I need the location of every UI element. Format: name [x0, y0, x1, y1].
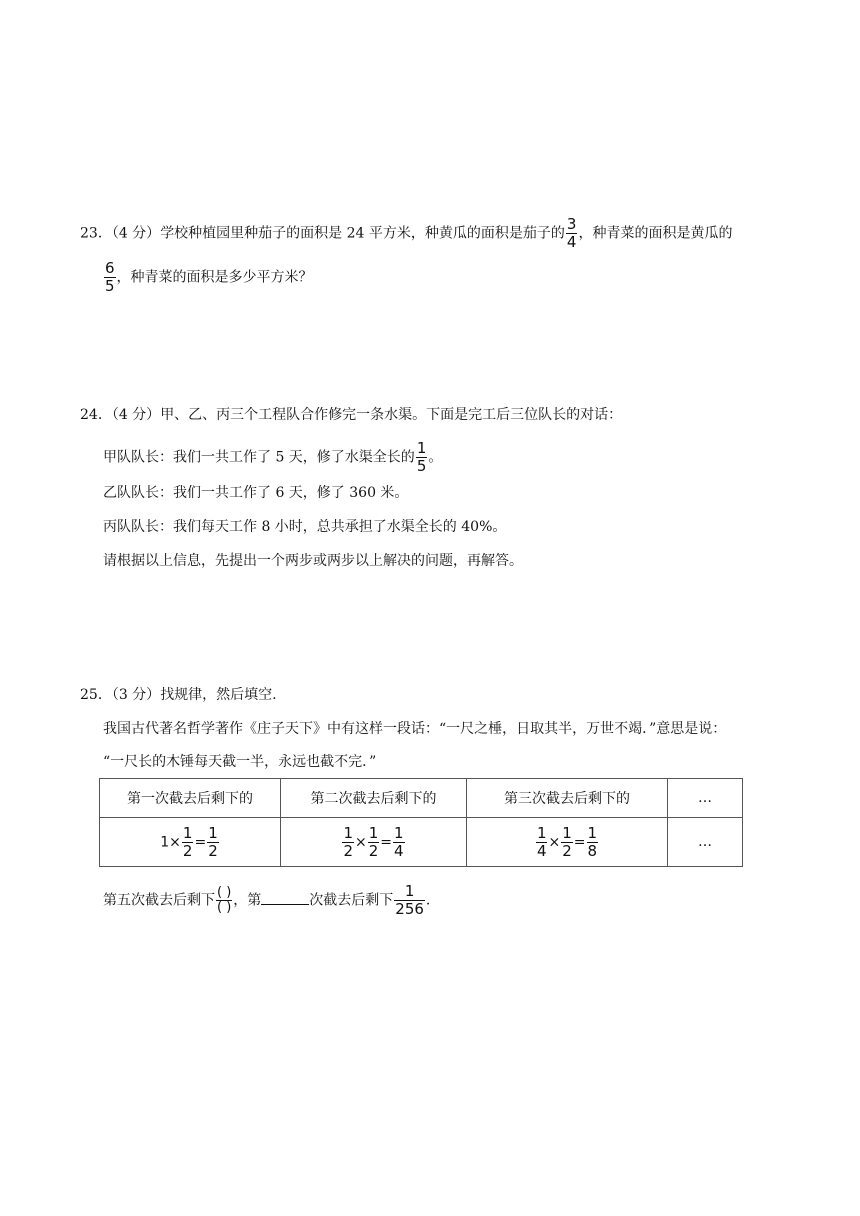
fraction: $\frac{1}{4}$ — [536, 823, 547, 860]
header-first-cut: 第一次截去后剩下的 — [100, 779, 281, 818]
q25-line-1 — [80, 685, 277, 705]
table-header-row — [100, 779, 743, 818]
q23-fraction-six-fifths: $\frac{6}{5}$ — [105, 259, 115, 295]
q25-fill-end: . — [425, 892, 431, 909]
q25-number: 25． — [80, 687, 112, 703]
q24-number: 24． — [80, 407, 112, 423]
q25-score: （3 分） — [111, 687, 161, 703]
header-ellipsis: … — [668, 779, 743, 818]
fraction: $\frac{1}{8}$ — [587, 823, 598, 860]
pattern-table — [99, 778, 743, 867]
q23-line-1 — [80, 216, 732, 251]
header-second-cut: 第二次截去后剩下的 — [281, 779, 467, 818]
fraction: $\frac{1}{2}$ — [343, 823, 353, 860]
answer-blank-fraction[interactable]: $\frac{( )}{( )}$ — [217, 885, 232, 915]
q24-team-a-text: 甲队队长：我们一共工作了 5 天，修了水渠全长的 — [103, 449, 415, 466]
q25-text-a: 我国古代著名哲学著作《庄子天下》中有这样一段话：“一尺之棰，日取其半，万世不竭．”意思是说： — [103, 721, 727, 737]
q23-fraction-three-quarters: $\frac{3}{4}$ — [566, 215, 577, 251]
q25-text-b: “一尺长的木锤每天截一半，永远也截不完．” — [103, 754, 377, 770]
cell-ellipsis: … — [668, 818, 743, 867]
q25-fill-line — [103, 883, 430, 918]
cell-first-cut: 1× $\frac{1}{2}$ = $\frac{1}{2}$ — [100, 818, 281, 867]
cell-third-cut: $\frac{1}{4}$ × $\frac{1}{2}$ = $\frac{1}{8}$ — [467, 818, 668, 867]
fraction: $\frac{1}{2}$ — [562, 823, 572, 860]
fraction: $\frac{1}{2}$ — [368, 823, 379, 860]
header-third-cut: 第三次截去后剩下的 — [467, 779, 668, 818]
cell-second-cut: $\frac{1}{2}$ × $\frac{1}{2}$ = $\frac{1}{4}$ — [281, 818, 467, 867]
q25-fill-text-a: 第五次截去后剩下 — [103, 892, 215, 909]
q24-intro: 甲、乙、丙三个工程队合作修完一条水渠。下面是完工后三位队长的对话： — [160, 407, 623, 423]
q25-title: 找规律，然后填空. — [160, 687, 277, 703]
q24-line-d: 请根据以上信息，先提出一个两步或两步以上解决的问题，再解答。 — [103, 553, 523, 569]
q24-score: （4 分） — [111, 407, 161, 423]
q24-fraction-one-fifth: $\frac{1}{5}$ — [416, 439, 427, 475]
q23-text-c: ，种青菜的面积是多少平方米？ — [116, 269, 313, 286]
fraction: $\frac{1}{4}$ — [394, 823, 404, 860]
q24-line-a — [103, 440, 442, 475]
q24-line-b: 乙队队长：我们一共工作了 6 天，修了 360 米。 — [103, 485, 409, 501]
answer-blank-line[interactable] — [261, 890, 309, 905]
q23-text-a: 学校种植园里种茄子的面积是 24 平方米，种黄瓜的面积是茄子的 — [160, 225, 565, 242]
fraction-one-256th: $\frac{1}{256}$ — [395, 882, 424, 918]
q24-line-1 — [80, 405, 622, 425]
q23-number: 23． — [80, 225, 112, 242]
q23-text-b: ，种青菜的面积是黄瓜的 — [578, 225, 733, 242]
fraction: $\frac{1}{2}$ — [208, 823, 218, 860]
q24-line-c: 丙队队长：我们每天工作 8 小时，总共承担了水渠全长的 40%。 — [103, 519, 507, 535]
table-value-row — [100, 818, 743, 867]
q25-fill-text-c: 次截去后剩下 — [309, 892, 394, 909]
q25-fill-text-b: ，第 — [233, 892, 262, 909]
fraction: $\frac{1}{2}$ — [182, 823, 193, 860]
q24-team-a-end: 。 — [428, 449, 443, 466]
q23-line-2 — [103, 260, 313, 295]
q23-score: （4 分） — [111, 225, 161, 242]
